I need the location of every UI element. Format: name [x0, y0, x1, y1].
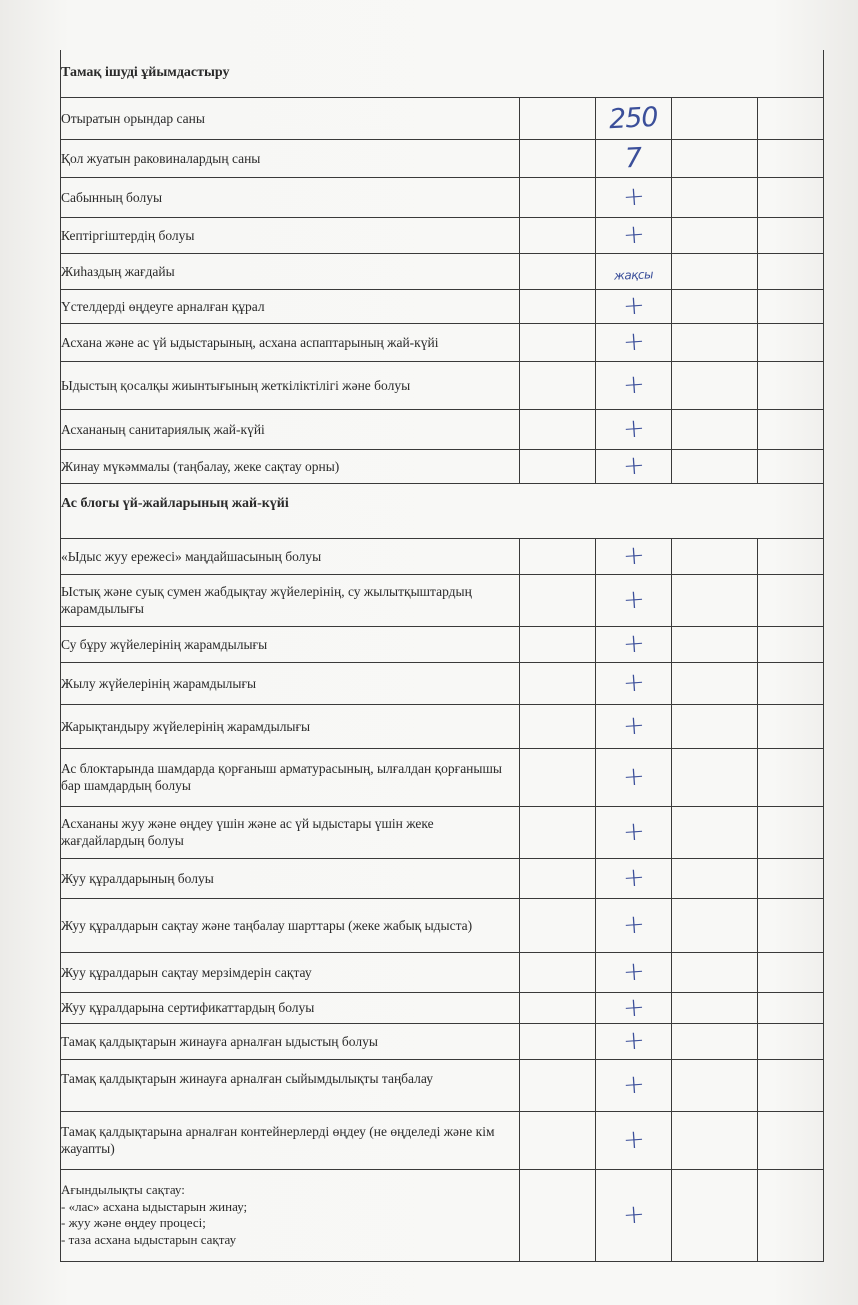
empty-cell: [672, 538, 758, 574]
section-title: Ас блогы үй-жайларының жай-күйі: [61, 483, 824, 538]
empty-cell: [758, 626, 824, 662]
empty-cell: [758, 139, 824, 177]
handwritten-mark: +: [596, 449, 672, 483]
empty-cell: [758, 806, 824, 858]
empty-cell: [758, 409, 824, 449]
handwritten-mark: +: [596, 898, 672, 952]
row-label: Асхананың санитариялық жай-күйі: [61, 409, 520, 449]
empty-cell: [520, 409, 596, 449]
table-row: [61, 1169, 824, 1261]
section-title: Тамақ ішуді ұйымдастыру: [61, 50, 824, 97]
empty-cell: [672, 177, 758, 217]
empty-cell: [758, 177, 824, 217]
empty-cell: [520, 992, 596, 1023]
empty-cell: [672, 409, 758, 449]
row-label: Тамақ қалдықтарына арналған контейнерлерді өңдеу (не өңделеді және кім жауапты): [61, 1111, 520, 1169]
table-row: [61, 253, 824, 289]
table-row: [61, 992, 824, 1023]
empty-cell: [520, 538, 596, 574]
empty-cell: [520, 662, 596, 704]
empty-cell: [672, 858, 758, 898]
empty-cell: [758, 704, 824, 748]
empty-cell: [672, 1111, 758, 1169]
row-label: Ас блоктарында шамдарда қорғаныш арматурасының, ылғалдан қорғанышы бар шамдардың болуы: [61, 748, 520, 806]
table-row: [61, 323, 824, 361]
row-label: Жинау мүкәммалы (таңбалау, жеке сақтау орны): [61, 449, 520, 483]
empty-cell: [672, 97, 758, 139]
empty-cell: [758, 323, 824, 361]
handwritten-mark: +: [596, 806, 672, 858]
handwritten-mark: +: [596, 323, 672, 361]
inspection-table: [60, 50, 824, 1262]
row-label: Жарықтандыру жүйелерінің жарамдылығы: [61, 704, 520, 748]
handwritten-value: 7: [596, 139, 672, 177]
table-row: [61, 139, 824, 177]
handwritten-mark: +: [596, 217, 672, 253]
row-label: Тамақ қалдықтарын жинауға арналған ыдыстың болуы: [61, 1023, 520, 1059]
empty-cell: [520, 748, 596, 806]
empty-cell: [758, 748, 824, 806]
handwritten-mark: +: [596, 748, 672, 806]
row-label: Сабынның болуы: [61, 177, 520, 217]
table-row: [61, 1059, 824, 1111]
row-label: Ыдыстың қосалқы жиынтығының жеткіліктілігі және болуы: [61, 361, 520, 409]
empty-cell: [520, 574, 596, 626]
table-row: [61, 704, 824, 748]
empty-cell: [520, 1169, 596, 1261]
row-label: Жиһаздың жағдайы: [61, 253, 520, 289]
empty-cell: [520, 449, 596, 483]
empty-cell: [672, 748, 758, 806]
row-label: Қол жуатын раковиналардың саны: [61, 139, 520, 177]
table-row: [61, 898, 824, 952]
empty-cell: [758, 858, 824, 898]
empty-cell: [672, 898, 758, 952]
empty-cell: [758, 1023, 824, 1059]
table-row: [61, 626, 824, 662]
empty-cell: [672, 449, 758, 483]
table-row: [61, 409, 824, 449]
table-row: [61, 177, 824, 217]
row-label: Асхана және ас үй ыдыстарының, асхана аспаптарының жай-күйі: [61, 323, 520, 361]
empty-cell: [520, 323, 596, 361]
table-row: [61, 1111, 824, 1169]
row-label: Жылу жүйелерінің жарамдылығы: [61, 662, 520, 704]
empty-cell: [672, 704, 758, 748]
row-label: Су бұру жүйелерінің жарамдылығы: [61, 626, 520, 662]
empty-cell: [520, 952, 596, 992]
flow-line: - таза асхана ыдыстарын сақтау: [61, 1231, 237, 1247]
handwritten-mark: +: [596, 858, 672, 898]
empty-cell: [758, 97, 824, 139]
empty-cell: [520, 97, 596, 139]
empty-cell: [758, 538, 824, 574]
row-label: Жуу құралдарын сақтау мерзімдерін сақтау: [61, 952, 520, 992]
row-label: «Ыдыс жуу ережесі» маңдайшасының болуы: [61, 538, 520, 574]
empty-cell: [672, 323, 758, 361]
table-row: [61, 449, 824, 483]
handwritten-mark: +: [596, 662, 672, 704]
handwritten-mark: +: [596, 626, 672, 662]
row-label: Жуу құралдарына сертификаттардың болуы: [61, 992, 520, 1023]
handwritten-mark: +: [596, 574, 672, 626]
empty-cell: [758, 289, 824, 323]
empty-cell: [672, 626, 758, 662]
empty-cell: [520, 704, 596, 748]
empty-cell: [758, 361, 824, 409]
handwritten-mark: +: [596, 1059, 672, 1111]
flow-line: - «лас» асхана ыдыстарын жинау;: [61, 1198, 248, 1214]
empty-cell: [520, 253, 596, 289]
empty-cell: [758, 1059, 824, 1111]
empty-cell: [672, 217, 758, 253]
row-label: Асхананы жуу және өңдеу үшін және ас үй ыдыстары үшін жеке жағдайлардың болуы: [61, 806, 520, 858]
table-row: [61, 662, 824, 704]
empty-cell: [520, 1059, 596, 1111]
empty-cell: [758, 992, 824, 1023]
empty-cell: [672, 992, 758, 1023]
handwritten-mark: +: [596, 992, 672, 1023]
section-header-row: [61, 483, 824, 538]
empty-cell: [520, 139, 596, 177]
handwritten-mark: +: [596, 1111, 672, 1169]
section-header-row: [61, 50, 824, 97]
handwritten-mark: +: [596, 1169, 672, 1261]
empty-cell: [672, 952, 758, 992]
handwritten-value: 250: [596, 97, 672, 139]
empty-cell: [672, 574, 758, 626]
handwritten-mark: +: [596, 952, 672, 992]
empty-cell: [758, 662, 824, 704]
empty-cell: [672, 361, 758, 409]
empty-cell: [672, 806, 758, 858]
handwritten-mark: +: [596, 361, 672, 409]
empty-cell: [672, 1169, 758, 1261]
table-row: [61, 574, 824, 626]
flow-line: - жуу және өңдеу процесі;: [61, 1215, 206, 1230]
empty-cell: [758, 898, 824, 952]
row-label: Тамақ қалдықтарын жинауға арналған сыйымдылықты таңбалау: [61, 1059, 520, 1111]
empty-cell: [758, 952, 824, 992]
empty-cell: [520, 361, 596, 409]
row-label: Кептіргіштердің болуы: [61, 217, 520, 253]
table-row: [61, 538, 824, 574]
row-label: Жуу құралдарын сақтау және таңбалау шарттары (жеке жабық ыдыста): [61, 898, 520, 952]
empty-cell: [520, 177, 596, 217]
empty-cell: [758, 253, 824, 289]
empty-cell: [520, 858, 596, 898]
empty-cell: [672, 139, 758, 177]
empty-cell: [520, 626, 596, 662]
table-row: [61, 97, 824, 139]
empty-cell: [672, 289, 758, 323]
empty-cell: [520, 1111, 596, 1169]
empty-cell: [520, 1023, 596, 1059]
table-row: [61, 858, 824, 898]
row-label-multiline: [61, 1169, 520, 1261]
empty-cell: [758, 449, 824, 483]
handwritten-value: жақсы: [596, 253, 672, 289]
empty-cell: [672, 1023, 758, 1059]
handwritten-mark: +: [596, 409, 672, 449]
row-label: Отыратын орындар саны: [61, 97, 520, 139]
row-label: Ыстық және суық сумен жабдықтау жүйелерінің, су жылытқыштардың жарамдылығы: [61, 574, 520, 626]
row-label: Жуу құралдарының болуы: [61, 858, 520, 898]
empty-cell: [520, 898, 596, 952]
empty-cell: [672, 1059, 758, 1111]
handwritten-mark: +: [596, 704, 672, 748]
table-row: [61, 748, 824, 806]
flow-title: Ағындылықты сақтау:: [61, 1182, 185, 1197]
table-row: [61, 1023, 824, 1059]
empty-cell: [520, 217, 596, 253]
table-row: [61, 217, 824, 253]
handwritten-mark: +: [596, 1023, 672, 1059]
handwritten-mark: +: [596, 177, 672, 217]
empty-cell: [758, 1169, 824, 1261]
table-row: [61, 289, 824, 323]
empty-cell: [520, 289, 596, 323]
handwritten-mark: +: [596, 289, 672, 323]
table-row: [61, 806, 824, 858]
table-row: [61, 952, 824, 992]
empty-cell: [672, 662, 758, 704]
empty-cell: [758, 1111, 824, 1169]
empty-cell: [520, 806, 596, 858]
table-row: [61, 361, 824, 409]
empty-cell: [758, 217, 824, 253]
empty-cell: [672, 253, 758, 289]
row-label: Үстелдерді өңдеуге арналған құрал: [61, 289, 520, 323]
empty-cell: [758, 574, 824, 626]
handwritten-mark: +: [596, 538, 672, 574]
